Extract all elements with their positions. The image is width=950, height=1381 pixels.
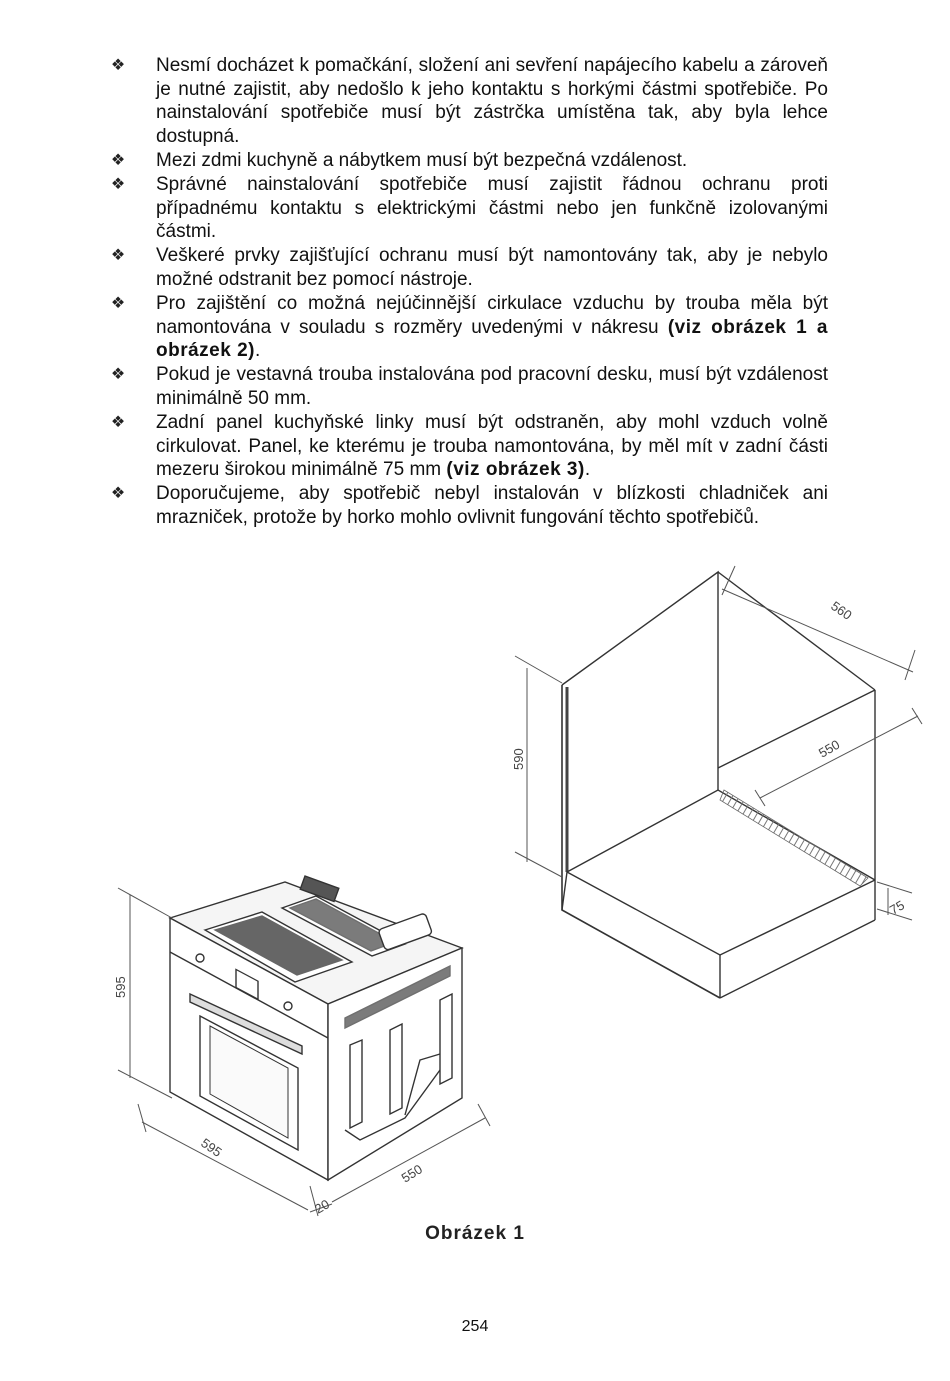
cabinet-drawing [562, 572, 875, 998]
bullet-text: Nesmí docházet k pomačkání, složení ani sevření napájecího kabelu a zároveň je nutné zajistit, aby nedošlo k jeho kontaktu s horkými částmi spotřebiče. Po nainstalování spotřebiče musí být zástrčka umístěna tak, aby byla lehce dostupná. [156, 55, 828, 147]
dimension-label-590: 590 [511, 748, 526, 770]
instruction-list [108, 54, 828, 530]
dimension-label-595-height: 595 [113, 976, 128, 998]
dimension-label-550-oven: 550 [398, 1161, 425, 1186]
bullet-text: Mezi zdmi kuchyně a nábytkem musí být bezpečná vzdálenost. [156, 149, 688, 171]
bullet-text: Doporučujeme, aby spotřebič nebyl instalován v blízkosti chladniček ani mrazniček, protože by horko mohlo ovlivnit fungování těchto spotřebičů. [156, 483, 828, 528]
diamond-bullet-icon: ❖ [110, 175, 126, 193]
list-item [108, 411, 828, 482]
dimension-label-560: 560 [828, 598, 855, 623]
bullet-text: Správné nainstalování spotřebiče musí zajistit řádnou ochranu proti případnému kontaktu s elektrickými částmi nebo jen funkčně izolovanými částmi. [156, 173, 828, 243]
figure-caption: Obrázek 1 [425, 1223, 525, 1244]
installation-figure [0, 550, 950, 1230]
list-item [108, 292, 828, 363]
dimension-label-595-width: 595 [198, 1135, 225, 1160]
diamond-bullet-icon: ❖ [110, 294, 126, 312]
diamond-bullet-icon: ❖ [110, 413, 126, 431]
list-item [108, 244, 828, 291]
list-item [108, 54, 828, 148]
figure-reference: (viz obrázek 1 a obrázek 2) [156, 316, 828, 362]
diamond-bullet-icon: ❖ [110, 366, 126, 384]
dimension-label-20: 20 [312, 1196, 333, 1217]
diamond-bullet-icon: ❖ [110, 151, 126, 169]
bullet-text: Pro zajištění co možná nejúčinnější cirkulace vzduchu by trouba měla být namontována v souladu s rozměry uvedenými v nákresu [156, 292, 828, 338]
list-item [108, 173, 828, 244]
list-item [108, 149, 828, 173]
list-item [108, 482, 828, 529]
diamond-bullet-icon: ❖ [110, 247, 126, 265]
bullet-text: Pokud je vestavná trouba instalována pod pracovní desku, musí být vzdálenost minimálně 50 mm. [156, 364, 828, 409]
dimension-label-550-cabinet: 550 [816, 736, 843, 761]
oven-drawing [170, 876, 462, 1180]
list-item [108, 363, 828, 410]
dimension-label-75: 75 [887, 897, 908, 918]
bullet-text: Zadní panel kuchyňské linky musí být odstraněn, aby mohl vzduch volně cirkulovat. Panel, ke kterému je trouba namontována, by měl mít v zadní části mezeru širokou minimálně 75 mm [156, 411, 828, 481]
page-number: 254 [461, 1318, 489, 1335]
diamond-bullet-icon: ❖ [110, 485, 126, 503]
figure-reference: (viz obrázek 3) [446, 459, 585, 481]
bullet-text: Veškeré prvky zajišťující ochranu musí být namontovány tak, aby je nebylo možné odstranit bez pomocí nástroje. [156, 245, 828, 290]
bullet-tail: . [584, 459, 591, 481]
diamond-bullet-icon: ❖ [110, 57, 126, 74]
bullet-tail: . [254, 340, 261, 362]
